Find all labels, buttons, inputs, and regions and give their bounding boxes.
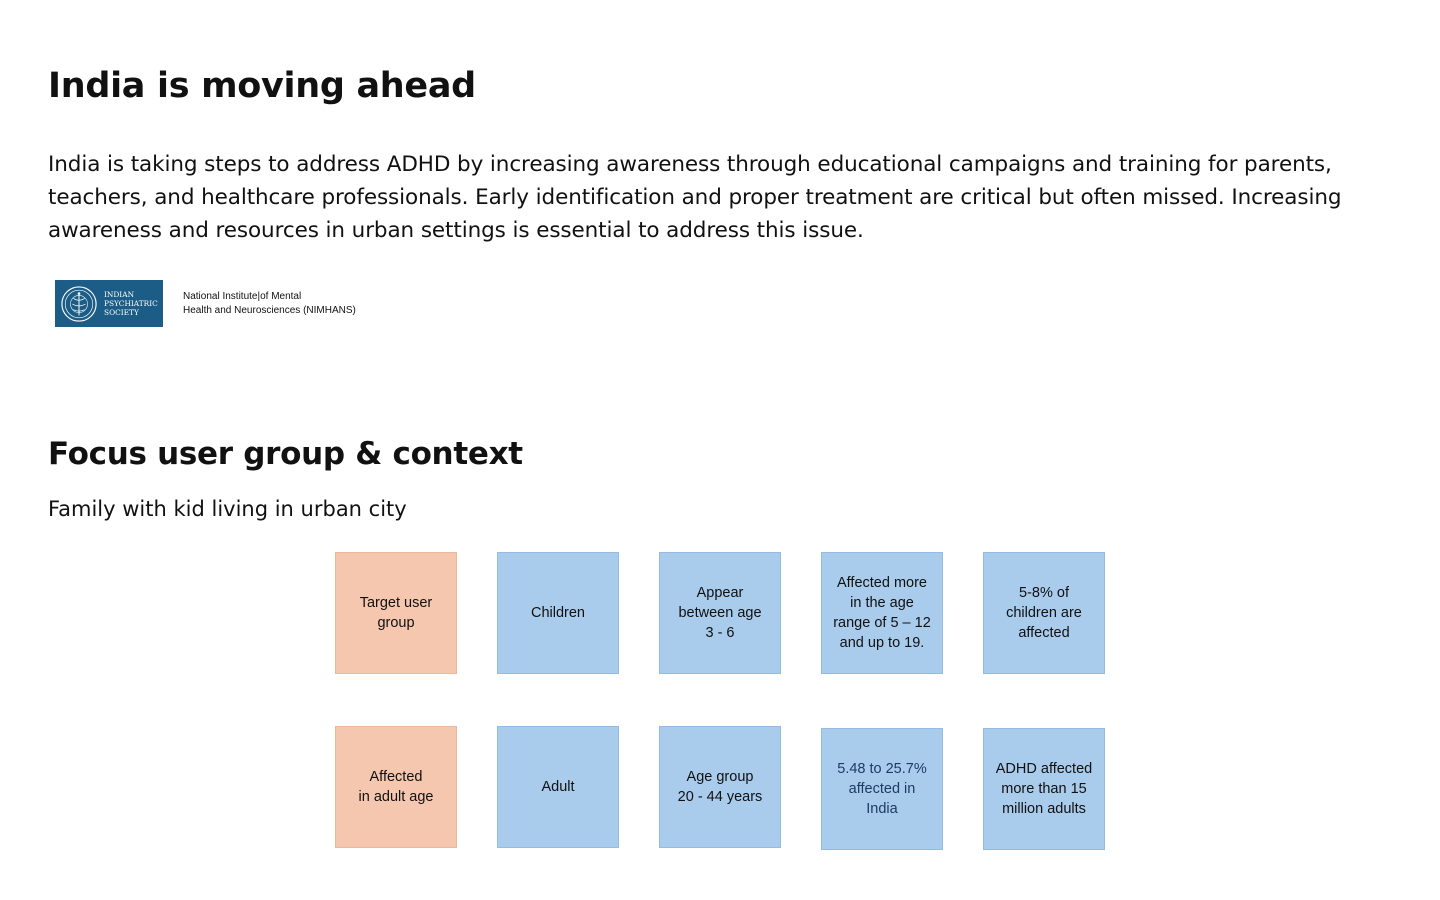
intro-paragraph: India is taking steps to address ADHD by increasing awareness through educational campaigns and training for parents, teachers, and healthcare professionals. Early identification and proper treatment are critical but often missed. Increasing awareness and resources in urban settings is essential to address this issue. <box>48 152 1342 243</box>
ips-seal-icon <box>60 285 98 323</box>
section-heading-focus: Focus user group & context <box>48 436 523 472</box>
nimhans-logo-text: National Institute|of Mental Health and Neurosciences (NIMHANS) <box>183 290 356 316</box>
sticky-note-adult-age: Affected in adult age <box>335 726 457 848</box>
section-heading-india: India is moving ahead <box>48 66 476 106</box>
sticky-note-adults-affected: ADHD affected more than 15 million adults <box>983 728 1105 850</box>
sticky-note-age-group: Age group 20 - 44 years <box>659 726 781 848</box>
sticky-note-india-percent: 5.48 to 25.7% affected in India <box>821 728 943 850</box>
sticky-note-affected-age-range: Affected more in the age range of 5 – 12 and up to 19. <box>821 552 943 674</box>
sticky-note-adult: Adult <box>497 726 619 848</box>
sticky-note-children: Children <box>497 552 619 674</box>
sticky-note-children-percent: 5-8% of children are affected <box>983 552 1105 674</box>
sticky-note-appear-age: Appear between age 3 - 6 <box>659 552 781 674</box>
sticky-note-target-user-group: Target user group <box>335 552 457 674</box>
focus-subtitle: Family with kid living in urban city <box>48 497 407 521</box>
logo-row <box>55 280 373 327</box>
indian-psychiatric-society-logo <box>55 280 163 327</box>
ips-logo-text: INDIAN PSYCHIATRIC SOCIETY <box>104 290 158 317</box>
